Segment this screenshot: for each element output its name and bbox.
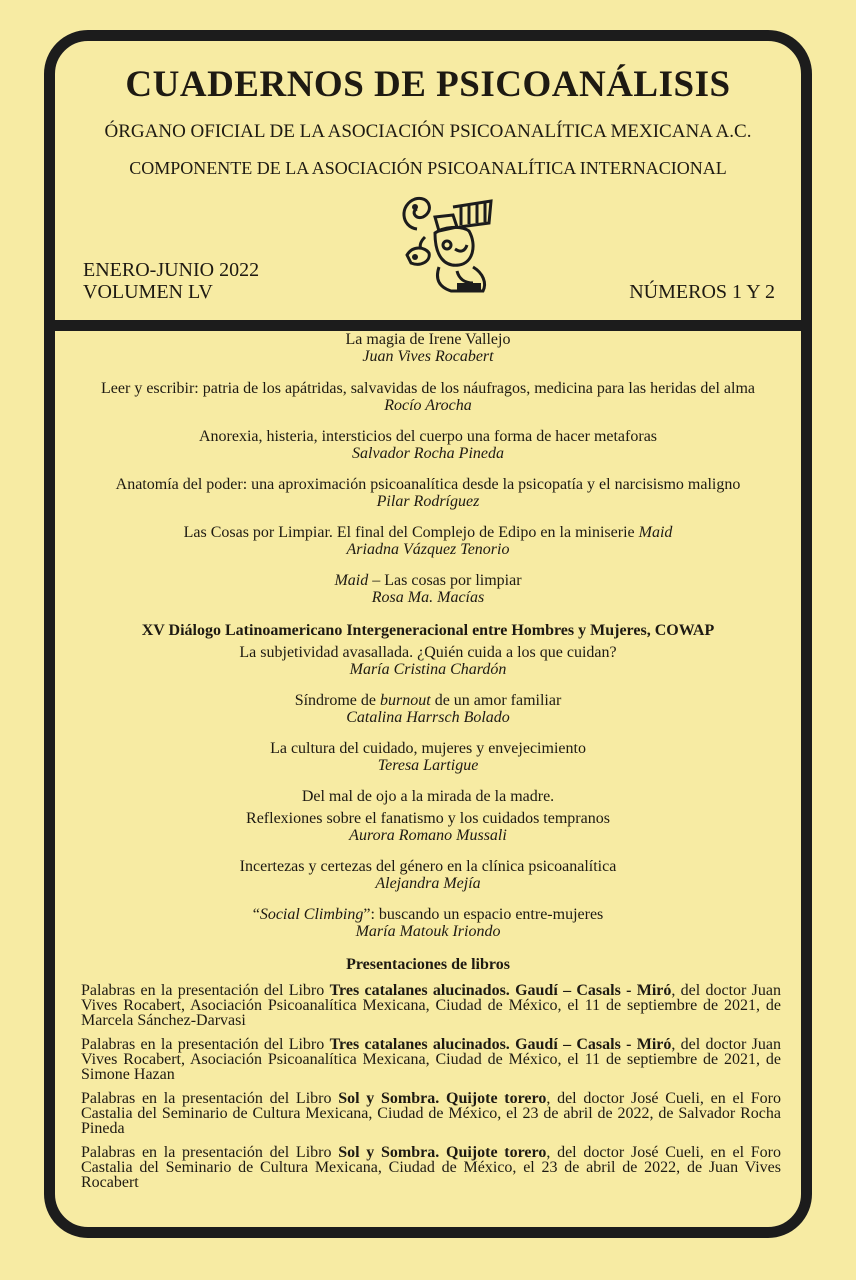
article-title: Anorexia, histeria, intersticios del cuerpo una forma de hacer metaforas: [198, 428, 658, 445]
presentation-entry: Palabras en la presentación del Libro Tres catalanes alucinados. Gaudí – Casals - Miró, del doctor Juan Vives Rocabert, Asociación Psicoanalítica Mexicana, Ciudad de México, el 11 de septiembre de 2021, de Marcela Sánchez-Darvasi: [81, 982, 782, 1029]
subtitle-official-organ: ÓRGANO OFICIAL DE LA ASOCIACIÓN PSICOANALÍTICA MEXICANA A.C.: [104, 121, 752, 142]
article-author: María Cristina Chardón: [349, 661, 507, 678]
presentations-heading: Presentaciones de libros: [346, 956, 510, 973]
article-title: La subjetividad avasallada. ¿Quién cuida a los que cuidan?: [239, 644, 617, 661]
issue-volume: VOLUMEN LV: [83, 281, 213, 303]
article-author: Salvador Rocha Pineda: [352, 445, 504, 462]
toc-entry: [55, 788, 801, 805]
presentation-entry: Palabras en la presentación del Libro Tres catalanes alucinados. Gaudí – Casals - Miró, del doctor Juan Vives Rocabert, Asociación Psicoanalítica Mexicana, Ciudad de México, el 11 de septiembre de 2021, de Simone Hazan: [81, 1036, 782, 1083]
toc-entry: [55, 380, 801, 414]
toc-entry: [55, 858, 801, 892]
toc-entry: [55, 524, 801, 558]
article-author: Aurora Romano Mussali: [349, 827, 507, 844]
cover-frame: [44, 30, 812, 1238]
article-title: La cultura del cuidado, mujeres y envejecimiento: [270, 740, 586, 757]
masthead: [55, 41, 801, 331]
article-title: Del mal de ojo a la mirada de la madre.: [301, 788, 555, 805]
article-author: Catalina Harrsch Bolado: [346, 709, 510, 726]
toc-entry: [55, 476, 801, 510]
article-author: Juan Vives Rocabert: [362, 348, 494, 365]
toc-entry: [55, 644, 801, 678]
toc-entry: [55, 331, 801, 365]
toc-entry: [55, 906, 801, 940]
subtitle-component: COMPONENTE DE LA ASOCIACIÓN PSICOANALÍTICA INTERNACIONAL: [129, 158, 727, 178]
article-author: Pilar Rodríguez: [376, 493, 480, 510]
article-author: Teresa Lartigue: [377, 757, 479, 774]
article-title: Leer y escribir: patria de los apátridas, salvavidas de los náufragos, medicina para las heridas del alma: [101, 380, 755, 397]
article-title: Síndrome de burnout de un amor familiar: [294, 692, 562, 709]
presentation-entry: Palabras en la presentación del Libro Sol y Sombra. Quijote torero, del doctor José Cueli, en el Foro Castalia del Seminario de Cultura Mexicana, Ciudad de México, el 23 de abril de 2022, de Salvador Rocha Pineda: [81, 1090, 782, 1137]
journal-title: CUADERNOS DE PSICOANÁLISIS: [125, 64, 731, 105]
article-title: Incertezas y certezas del género en la clínica psicoanalítica: [239, 858, 617, 875]
presentation-entry: Palabras en la presentación del Libro Sol y Sombra. Quijote torero, del doctor José Cueli, en el Foro Castalia del Seminario de Cultura Mexicana, Ciudad de México, el 23 de abril de 2022, de Juan Vives Rocabert: [81, 1144, 782, 1191]
article-author: Rocío Arocha: [384, 397, 472, 414]
cowap-heading: XV Diálogo Latinoamericano Intergeneracional entre Hombres y Mujeres, COWAP: [141, 622, 715, 639]
toc-entry: [55, 810, 801, 844]
toc-entry: [55, 428, 801, 462]
toc-entry: [55, 692, 801, 726]
table-of-contents: [55, 331, 801, 1190]
issue-numbers: NÚMEROS 1 Y 2: [629, 281, 775, 303]
article-author: María Matouk Iriondo: [355, 923, 501, 940]
article-title: La magia de Irene Vallejo: [345, 331, 511, 348]
toc-entry: [55, 572, 801, 606]
issue-date-block: [83, 259, 259, 303]
issue-date: ENERO-JUNIO 2022: [83, 259, 260, 281]
article-author: Ariadna Vázquez Tenorio: [346, 541, 510, 558]
article-title: Maid – Las cosas por limpiar: [334, 572, 522, 589]
article-title: Anatomía del poder: una aproximación psicoanalítica desde la psicopatía y el narcisismo maligno: [115, 476, 741, 493]
article-title: “Social Climbing”: buscando un espacio entre-mujeres: [252, 906, 604, 923]
mayan-glyph-logo-icon: [395, 187, 495, 297]
toc-entry: [55, 740, 801, 774]
article-title: Reflexiones sobre el fanatismo y los cuidados tempranos: [246, 810, 610, 827]
article-author: Rosa Ma. Macías: [371, 589, 485, 606]
article-author: Alejandra Mejía: [375, 875, 481, 892]
article-title: Las Cosas por Limpiar. El final del Complejo de Edipo en la miniserie Maid: [183, 524, 673, 541]
